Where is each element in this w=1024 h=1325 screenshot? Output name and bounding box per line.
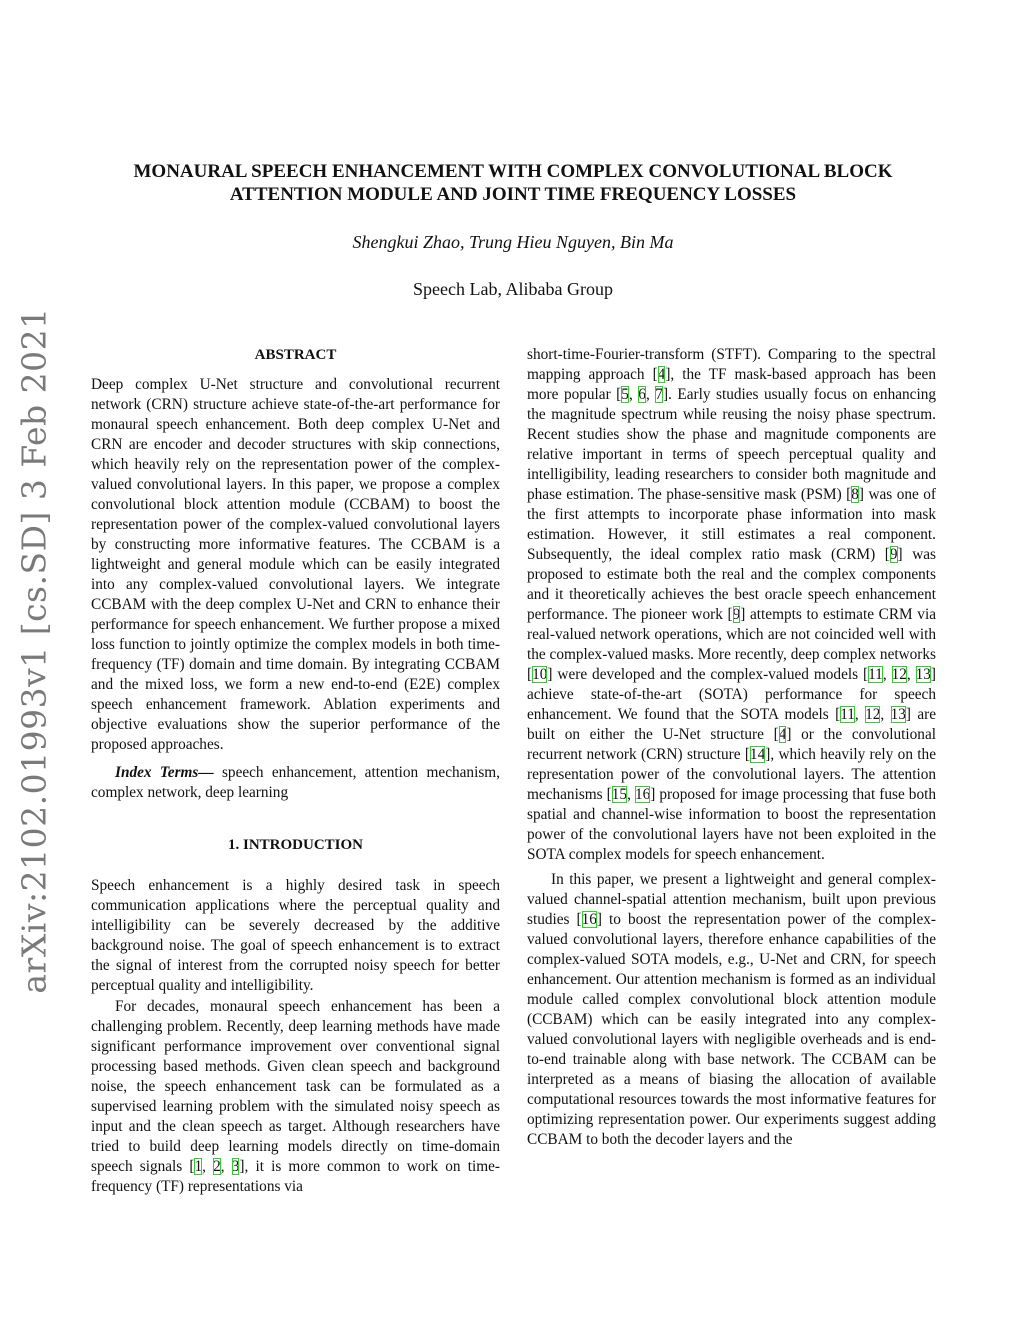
separator: ,: [202, 1158, 214, 1175]
affiliation: Speech Lab, Alibaba Group: [413, 279, 613, 299]
separator: ,: [628, 386, 639, 403]
citation-link[interactable]: 12: [891, 666, 907, 683]
citation-link[interactable]: 16: [581, 911, 597, 928]
abstract-text: Deep complex U-Net structure and convolutional recurrent network (CRN) structure achieve state-of-the-art performance for monaural speech enhancement. Both deep complex U-Net and CRN are encoder and decoder structures with skip connections, which heavily rely on the representation power of the complex-valued convolutional layers. In this paper, we propose a complex convolutional block attention module (CCBAM) to boost the representation power of the complex-valued convolutional layers by constructing more informative features. The CCBAM is a lightweight and general module which can be easily integrated into any complex-valued convolutional layers. We integrate CCBAM with the deep complex U-Net and CRN to enhance their performance for speech enhancement. We further propose a mixed loss function to jointly optimize the complex models in both time-frequency (TF) domain and time domain. By integrating CCBAM and the mixed loss, we form a new end-to-end (E2E) complex speech enhancement framework. Ablation experiments and objective evaluations show the superior performance of the proposed approaches.: [91, 376, 500, 753]
text-run: ] or the convolutional recurrent network (CRN) structure [: [527, 726, 937, 763]
right-column: [527, 345, 936, 1150]
separator: ,: [645, 386, 656, 403]
text-run: short-time-Fourier-transform (STFT). Comparing to the spectral mapping approach [: [527, 346, 936, 383]
citation-link[interactable]: 10: [532, 666, 548, 683]
authors: Shengkui Zhao, Trung Hieu Nguyen, Bin Ma: [352, 232, 674, 252]
left-column: [91, 345, 500, 1197]
citation-link[interactable]: 9: [889, 546, 898, 563]
text-run: ] are built on either the U-Net structure [: [527, 706, 937, 743]
arxiv-identifier-text: arXiv:2102.01993v1 [cs.SD] 3 Feb 2021: [14, 306, 54, 994]
citation-link[interactable]: 13: [890, 706, 906, 723]
text-run: ], it is more common to work on time-frequency (TF) representations via: [91, 1158, 500, 1195]
text-run: ] to boost the representation power of the complex-valued convolutional layers, therefore enhance capabilities of the complex-valued SOTA models, e.g., U-Net and CRN, for speech enhancement. Our attention mechanism is formed as an individual module called complex convolutional block attention module (CCBAM) which can be easily integrated into any complex-valued convolutional layers with negligible overheads and is end-to-end trainable along with base network. The CCBAM can be interpreted as a means of biasing the allocation of available computational resources towards the most informative features for optimizing representation power. Our experiments suggest adding CCBAM to both the decoder layers and the: [527, 911, 936, 1148]
arxiv-identifier: [6, 306, 62, 994]
citation-link[interactable]: 13: [915, 666, 931, 683]
separator: ,: [220, 1158, 232, 1175]
text-run: ], the TF mask-based approach has been more popular [: [527, 366, 936, 403]
text-run: ] were developed and the complex-valued models [: [547, 666, 869, 683]
citation-link[interactable]: 5: [621, 386, 629, 403]
text-run: ], which heavily rely on the representation power of the convolutional layers. The attention mechanisms [: [527, 746, 936, 803]
index-terms: [91, 763, 500, 803]
right-paragraph-1: [527, 345, 936, 865]
index-terms-label: Index Terms—: [115, 764, 214, 781]
citation-link[interactable]: 4: [657, 366, 666, 383]
intro-heading: 1. INTRODUCTION: [227, 837, 363, 853]
text-run: For decades, monaural speech enhancement has been a challenging problem. Recently, deep learning methods have made significant performance improvement over conventional signal processing based methods. Given clean speech and background noise, the speech enhancement task can be formulated as a supervised learning problem with the simulated noisy speech as input and the clean speech as target. Although researchers have tried to build deep learning models directly on time-domain speech signals [: [91, 998, 500, 1175]
citation-link[interactable]: 12: [865, 706, 881, 723]
citation-link[interactable]: 14: [749, 746, 766, 763]
citation-link[interactable]: 15: [611, 786, 628, 803]
text-run: ] was proposed to estimate both the real and the complex components and it theoretically achieves the best oracle speech enhancement performance. The pioneer work [: [527, 546, 936, 623]
text-run: ] was one of the first attempts to incorporate phase information into mask estimation. However, it still estimates a real component. Subsequently, the ideal complex ratio mask (CRM) [: [527, 486, 936, 563]
citation-link[interactable]: 2: [213, 1158, 221, 1175]
intro-paragraph-2: [91, 997, 500, 1197]
citation-link[interactable]: 3: [231, 1158, 240, 1175]
citation-link[interactable]: 11: [868, 666, 883, 683]
citation-link[interactable]: 7: [655, 386, 663, 403]
separator: ,: [880, 706, 891, 723]
separator: ,: [882, 666, 892, 683]
separator: ,: [906, 666, 916, 683]
right-paragraph-2: [527, 870, 936, 1150]
text-run: In this paper, we present a lightweight and general complex-valued channel-spatial attention mechanism, built upon previous studies [: [527, 871, 936, 928]
index-terms-text: speech enhancement, attention mechanism, complex network, deep learning: [91, 764, 500, 801]
citation-link[interactable]: 1: [194, 1158, 203, 1175]
citation-link[interactable]: 8: [851, 486, 859, 503]
abstract-heading: ABSTRACT: [254, 347, 337, 363]
text-run: ]. Early studies usually focus on enhancing the magnitude spectrum while reusing the noisy phase spectrum. Recent studies show the phase and magnitude components are relative important in terms of speech perceptual quality and intelligibility, leading researchers to consider both magnitude and phase estimation. The phase-sensitive mask (PSM) [: [527, 386, 937, 503]
separator: ,: [627, 786, 635, 803]
text-run: ] proposed for image processing that fuse both spatial and channel-wise information to boost the representation power of the convolutional layers have not been exploited in the SOTA complex models for speech enhancement.: [527, 786, 936, 863]
citation-link[interactable]: 11: [840, 706, 855, 723]
citation-link[interactable]: 9: [732, 606, 741, 623]
title-line-2: ATTENTION MODULE AND JOINT TIME FREQUENCY LOSSES: [229, 184, 797, 205]
title-line-1: MONAURAL SPEECH ENHANCEMENT WITH COMPLEX CONVOLUTIONAL BLOCK: [133, 161, 893, 182]
text-run: ] achieve state-of-the-art (SOTA) performance for speech enhancement. We found that the SOTA models [: [527, 666, 937, 723]
citation-link[interactable]: 6: [638, 386, 646, 403]
citation-link[interactable]: 4: [778, 726, 787, 743]
separator: ,: [854, 706, 866, 723]
citation-link[interactable]: 16: [634, 786, 651, 803]
text-run: ] attempts to estimate CRM via real-valued network operations, which are not coincided well with the complex-valued masks. More recently, deep complex networks [: [527, 606, 936, 683]
paper-title: [90, 160, 936, 206]
intro-paragraph-1: Speech enhancement is a highly desired task in speech communication applications where the perceptual quality and intelligibility can be severely decreased by the additive background noise. The goal of speech enhancement is to extract the signal of interest from the corrupted noisy speech for better perceptual quality and intelligibility.: [91, 877, 500, 994]
